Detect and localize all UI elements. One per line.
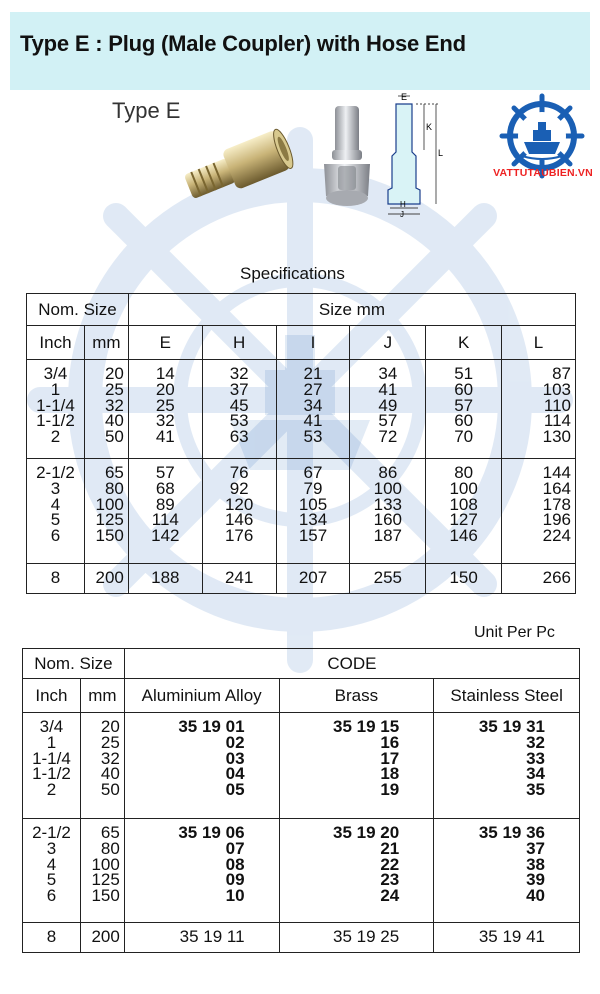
- table-cell-value: 144: [542, 463, 571, 482]
- table-cell-value: 25: [155, 395, 175, 415]
- spec-cell: [202, 564, 276, 594]
- table-cell-value: 16: [380, 732, 400, 752]
- table-cell-value: 100: [373, 478, 403, 498]
- code-cell: [434, 819, 580, 923]
- spec-cell: [426, 564, 502, 594]
- table-cell-value: 32: [229, 364, 249, 383]
- table-cell-value: 21: [380, 838, 400, 858]
- table-cell-value: 150: [449, 568, 478, 587]
- dimension-diagram: [376, 86, 448, 218]
- table-cell-value: 39: [526, 870, 545, 890]
- table-cell-value: 127: [449, 510, 478, 530]
- code-col-aluminium-header: Aluminium Alloy: [124, 679, 279, 713]
- table-cell-value: 100: [449, 478, 478, 498]
- table-cell-value: 70: [454, 427, 474, 447]
- dim-l-label: L: [438, 148, 444, 158]
- spec-cell: [128, 360, 202, 459]
- table-cell-value: 25: [104, 379, 124, 399]
- table-cell-value: 08: [225, 854, 245, 874]
- table-cell-value: 68: [155, 478, 175, 498]
- table-cell-value: 35: [526, 780, 545, 800]
- spec-cell: [350, 360, 426, 459]
- table-cell-value: 34: [526, 764, 545, 784]
- table-cell-value: 92: [229, 478, 249, 498]
- table-cell-value: 34: [378, 364, 398, 383]
- table-cell-value: 130: [542, 427, 571, 447]
- table-cell-value: 07: [225, 838, 245, 858]
- table-cell-value: 207: [298, 568, 328, 587]
- table-cell-value: 49: [378, 395, 398, 415]
- table-cell-value: 50: [104, 427, 124, 447]
- spec-cell: [27, 564, 85, 594]
- table-cell-value: 196: [542, 510, 571, 530]
- table-cell-value: 1-1/4: [36, 395, 75, 415]
- dim-e-label: E: [401, 92, 408, 102]
- code-cell: [124, 713, 279, 819]
- specifications-caption: Specifications: [240, 264, 345, 283]
- spec-group-row: [27, 360, 576, 459]
- table-cell-value: 200: [91, 927, 120, 946]
- table-cell-value: 150: [91, 886, 120, 906]
- table-cell-value: 2-1/2: [36, 463, 75, 482]
- table-cell-value: 160: [373, 510, 403, 530]
- table-cell-value: 110: [543, 395, 571, 415]
- table-cell-value: 17: [380, 748, 400, 768]
- table-cell-value: 125: [95, 510, 124, 530]
- table-cell-value: 32: [155, 411, 175, 431]
- table-cell-value: 50: [100, 780, 120, 800]
- table-cell-value: 255: [373, 568, 403, 587]
- spec-cell: [426, 459, 502, 564]
- table-cell-value: 2: [46, 780, 57, 800]
- table-cell-value: 76: [229, 463, 249, 482]
- spec-cell: [27, 360, 85, 459]
- table-cell-value: 03: [225, 748, 245, 768]
- col-h-header: H: [202, 326, 276, 360]
- table-cell-value: 266: [542, 568, 571, 587]
- code-cell: [279, 923, 434, 953]
- code-nom-size-header: Nom. Size: [23, 649, 125, 679]
- table-cell-value: 114: [543, 411, 571, 431]
- spec-cell: [27, 459, 85, 564]
- table-cell-value: 2: [50, 427, 61, 447]
- col-k-header: K: [426, 326, 502, 360]
- table-cell-value: 157: [298, 526, 328, 546]
- logo-text: VATTUTAUBIEN.VN: [493, 167, 593, 179]
- spec-cell: [202, 459, 276, 564]
- spec-cell: [502, 564, 576, 594]
- table-cell-value: 53: [229, 411, 249, 431]
- table-cell-value: 32: [526, 732, 545, 752]
- spec-cell: [350, 459, 426, 564]
- table-cell-value: 114: [151, 510, 179, 530]
- table-cell-value: 40: [100, 764, 120, 784]
- spec-cell: [84, 564, 128, 594]
- col-j-header: J: [350, 326, 426, 360]
- spec-group-row: [27, 564, 576, 594]
- table-cell-value: 41: [155, 427, 175, 447]
- table-cell-value: 8: [50, 568, 61, 587]
- col-e-header: E: [128, 326, 202, 360]
- table-cell-value: 35 19 15: [333, 717, 400, 736]
- table-cell-value: 164: [542, 478, 571, 498]
- table-cell-value: 21: [303, 364, 323, 383]
- table-cell-value: 6: [50, 526, 61, 546]
- table-cell-value: 57: [378, 411, 398, 431]
- table-cell-value: 60: [454, 379, 474, 399]
- table-cell-value: 103: [542, 379, 571, 399]
- table-cell-value: 22: [380, 854, 400, 874]
- table-cell-value: 1-1/4: [32, 748, 71, 768]
- table-cell-value: 176: [224, 526, 254, 546]
- spec-cell: [426, 360, 502, 459]
- table-cell-value: 51: [454, 364, 474, 383]
- spec-cell: [276, 564, 350, 594]
- table-cell-value: 23: [380, 870, 400, 890]
- table-cell-value: 108: [449, 494, 478, 514]
- table-cell-value: 20: [100, 717, 120, 736]
- table-cell-value: 178: [542, 494, 571, 514]
- code-col-stainless-header: Stainless Steel: [434, 679, 580, 713]
- table-cell-value: 35 19 20: [333, 823, 400, 842]
- table-cell-value: 80: [454, 463, 474, 482]
- spec-cell: [502, 459, 576, 564]
- code-cell: [23, 819, 81, 923]
- table-cell-value: 35 19 25: [333, 927, 400, 946]
- table-cell-value: 142: [151, 526, 180, 546]
- table-cell-value: 40: [104, 411, 124, 431]
- table-cell-value: 32: [104, 395, 124, 415]
- table-cell-value: 4: [46, 854, 57, 874]
- table-cell-value: 8: [46, 927, 57, 946]
- table-cell-value: 1: [46, 732, 57, 752]
- table-cell-value: 41: [303, 411, 323, 431]
- table-cell-value: 87: [552, 364, 571, 383]
- table-cell-value: 35 19 11: [179, 927, 245, 946]
- spec-cell: [276, 360, 350, 459]
- spec-cell: [84, 459, 128, 564]
- table-cell-value: 241: [224, 568, 254, 587]
- table-cell-value: 57: [454, 395, 474, 415]
- code-table: [22, 648, 580, 953]
- table-cell-value: 125: [91, 870, 120, 890]
- table-cell-value: 3: [46, 838, 57, 858]
- table-cell-value: 20: [155, 379, 175, 399]
- size-mm-header: Size mm: [128, 294, 575, 326]
- table-cell-value: 34: [303, 395, 323, 415]
- table-cell-value: 19: [380, 780, 400, 800]
- table-cell-value: 188: [151, 568, 180, 587]
- spec-cell: [128, 459, 202, 564]
- table-cell-value: 18: [380, 764, 400, 784]
- table-cell-value: 60: [454, 411, 474, 431]
- code-cell: [23, 713, 81, 819]
- table-cell-value: 150: [95, 526, 124, 546]
- code-group-row: [23, 713, 580, 819]
- table-cell-value: 40: [526, 886, 545, 906]
- table-cell-value: 65: [104, 463, 124, 482]
- col-l-header: L: [502, 326, 576, 360]
- table-cell-value: 146: [449, 526, 478, 546]
- spec-cell: [502, 360, 576, 459]
- table-cell-value: 24: [380, 886, 400, 906]
- table-cell-value: 3/4: [39, 717, 64, 736]
- table-cell-value: 1: [50, 379, 61, 399]
- code-cell: [80, 713, 124, 819]
- code-cell: [124, 923, 279, 953]
- table-cell-value: 63: [229, 427, 249, 447]
- table-cell-value: 14: [155, 364, 175, 383]
- table-cell-value: 2-1/2: [32, 823, 71, 842]
- table-cell-value: 4: [50, 494, 61, 514]
- spec-cell: [128, 564, 202, 594]
- table-cell-value: 04: [225, 764, 245, 784]
- table-cell-value: 100: [91, 854, 120, 874]
- table-cell-value: 5: [46, 870, 57, 890]
- spec-cell: [350, 564, 426, 594]
- table-cell-value: 105: [298, 494, 328, 514]
- col-i-header: I: [276, 326, 350, 360]
- table-cell-value: 27: [303, 379, 323, 399]
- code-cell: [279, 819, 434, 923]
- code-cell: [80, 819, 124, 923]
- table-cell-value: 133: [373, 494, 403, 514]
- table-cell-value: 57: [155, 463, 175, 482]
- type-label: Type E: [112, 98, 181, 123]
- code-col-inch-header: Inch: [23, 679, 81, 713]
- spec-cell: [84, 360, 128, 459]
- code-cell: [434, 713, 580, 819]
- spec-cell: [202, 360, 276, 459]
- table-cell-value: 89: [155, 494, 175, 514]
- plug-photo-aluminium: [318, 104, 376, 208]
- spec-group-row: [27, 459, 576, 564]
- col-inch-header: Inch: [27, 326, 85, 360]
- table-cell-value: 09: [225, 870, 245, 890]
- table-cell-value: 35 19 36: [478, 823, 545, 842]
- table-cell-value: 224: [542, 526, 571, 546]
- table-cell-value: 38: [526, 854, 545, 874]
- table-cell-value: 100: [95, 494, 124, 514]
- table-cell-value: 134: [298, 510, 328, 530]
- table-cell-value: 3: [50, 478, 61, 498]
- table-cell-value: 35 19 01: [178, 717, 245, 736]
- code-cell: [434, 923, 580, 953]
- code-col-brass-header: Brass: [279, 679, 434, 713]
- table-cell-value: 35 19 06: [178, 823, 245, 842]
- code-header: CODE: [124, 649, 579, 679]
- dim-j-label: J: [400, 210, 404, 218]
- table-cell-value: 5: [50, 510, 61, 530]
- specifications-table: [26, 293, 576, 594]
- table-cell-value: 200: [95, 568, 124, 587]
- table-cell-value: 65: [100, 823, 120, 842]
- code-cell: [80, 923, 124, 953]
- table-cell-value: 6: [46, 886, 57, 906]
- unit-caption: Unit Per Pc: [474, 624, 555, 641]
- table-cell-value: 146: [224, 510, 254, 530]
- table-cell-value: 80: [104, 478, 124, 498]
- table-cell-value: 37: [526, 838, 545, 858]
- table-cell-value: 187: [373, 526, 403, 546]
- table-cell-value: 37: [229, 379, 249, 399]
- code-cell: [279, 713, 434, 819]
- table-cell-value: 41: [378, 379, 398, 399]
- dim-h-label: H: [400, 200, 406, 209]
- table-cell-value: 120: [224, 494, 254, 514]
- table-cell-value: 1-1/2: [36, 411, 75, 431]
- table-cell-value: 02: [225, 732, 245, 752]
- col-mm-header: mm: [84, 326, 128, 360]
- table-cell-value: 33: [526, 748, 545, 768]
- table-cell-value: 67: [303, 463, 323, 482]
- table-cell-value: 80: [100, 838, 120, 858]
- code-cell: [124, 819, 279, 923]
- nom-size-header: Nom. Size: [27, 294, 129, 326]
- code-cell: [23, 923, 81, 953]
- page-title: Type E : Plug (Male Coupler) with Hose End: [20, 31, 466, 56]
- code-group-row: [23, 923, 580, 953]
- dim-k-label: K: [426, 122, 433, 132]
- table-cell-value: 25: [100, 732, 120, 752]
- table-cell-value: 05: [225, 780, 245, 800]
- table-cell-value: 35 19 31: [478, 717, 545, 736]
- table-cell-value: 1-1/2: [32, 764, 71, 784]
- table-cell-value: 32: [100, 748, 120, 768]
- table-cell-value: 10: [225, 886, 245, 906]
- table-cell-value: 3/4: [43, 364, 68, 383]
- spec-cell: [276, 459, 350, 564]
- table-cell-value: 45: [229, 395, 249, 415]
- plug-photo-brass: [178, 124, 298, 206]
- table-cell-value: 20: [104, 364, 124, 383]
- table-cell-value: 72: [378, 427, 398, 447]
- code-group-row: [23, 819, 580, 923]
- table-cell-value: 86: [378, 463, 398, 482]
- table-cell-value: 79: [303, 478, 323, 498]
- table-cell-value: 53: [303, 427, 323, 447]
- table-cell-value: 35 19 41: [478, 927, 545, 946]
- code-col-mm-header: mm: [80, 679, 124, 713]
